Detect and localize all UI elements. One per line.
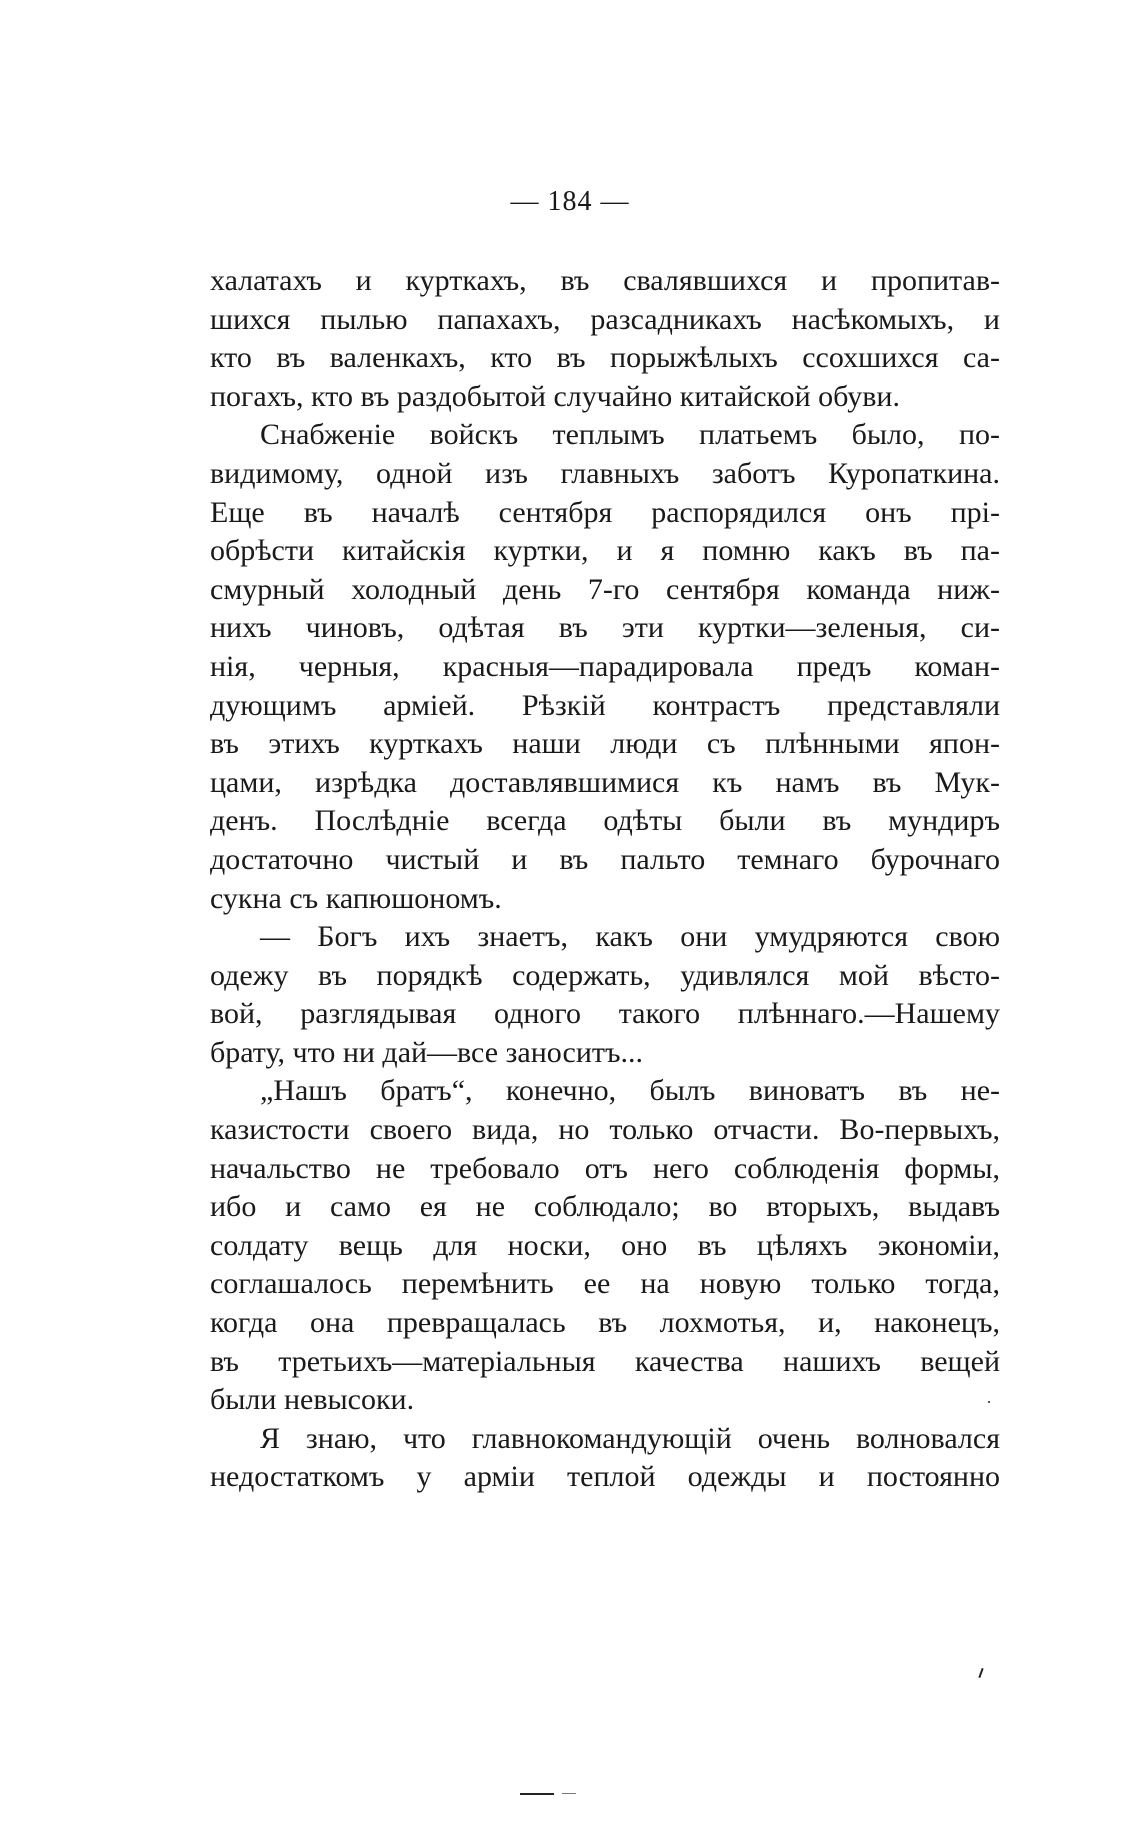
text-line: брату, что ни дай—все заноситъ...	[210, 1035, 644, 1069]
text-line: обрѣсти китайскія куртки, и я помню какъ въ па-	[210, 534, 1000, 568]
text-line: цами, изрѣдка доставлявшимися къ намъ въ Мук-	[210, 765, 1000, 799]
text-line: Еще въ началѣ сентября распорядился онъ прі-	[210, 495, 1000, 529]
paragraph-first-line: Я знаю, что главнокомандующій очень волновался	[260, 1421, 1000, 1455]
text-line: дующимъ арміей. Рѣзкій контрастъ представляли	[210, 688, 1000, 722]
text-line: начальство не требовало отъ него соблюденія формы,	[210, 1151, 1000, 1185]
text-line: вой, разглядывая одного такого плѣннаго.—Нашему	[210, 997, 1000, 1031]
page-number: — 184 —	[510, 186, 630, 217]
text-line: недостаткомъ у арміи теплой одежды и постоянно	[210, 1460, 1000, 1494]
text-line: денъ. Послѣдніе всегда одѣты были въ мундиръ	[210, 804, 1000, 838]
paragraph-first-line: Снабженіе войскъ теплымъ платьемъ было, по-	[260, 418, 1000, 452]
paragraph-first-line: „Нашъ братъ“, конечно, былъ виноватъ въ не-	[260, 1074, 1000, 1108]
paragraph-first-line: — Богъ ихъ знаетъ, какъ они умудряются свою	[260, 920, 1000, 954]
scan-smudge	[562, 1793, 576, 1794]
text-line: халатахъ и курткахъ, въ свалявшихся и пропитав-	[210, 264, 1000, 297]
scan-speck	[978, 1668, 983, 1678]
text-line: казистости своего вида, но только отчасти. Во-первыхъ,	[210, 1113, 1000, 1147]
text-line: ибо и само ея не соблюдало; во вторыхъ, выдавъ	[210, 1190, 1000, 1224]
scan-smudge	[520, 1793, 554, 1795]
text-line: въ третьихъ—матеріальныя качества нашихъ вещей	[210, 1344, 1000, 1378]
text-line: сукна съ капюшономъ.	[210, 881, 502, 915]
text-line: когда она превращалась въ лохмотья, и, наконецъ,	[210, 1306, 1000, 1340]
scan-speck	[988, 1401, 990, 1403]
text-line: одежу въ порядкѣ содержать, удивлялся мой вѣсто-	[210, 958, 1000, 992]
text-line: нія, черныя, красныя—парадировала предъ коман-	[210, 649, 1000, 683]
text-line: солдату вещь для носки, оно въ цѣляхъ экономіи,	[210, 1228, 1000, 1262]
body-text	[210, 262, 1000, 1497]
text-line: нихъ чиновъ, одѣтая въ эти куртки—зеленыя, си-	[210, 611, 1000, 645]
text-line: видимому, одной изъ главныхъ заботъ Куропаткина.	[210, 456, 1000, 490]
text-line: были невысоки.	[210, 1383, 415, 1417]
text-line: смурный холодный день 7-го сентября команда ниж-	[210, 572, 1000, 606]
text-line: шихся пылью папахахъ, разсадникахъ насѣкомыхъ, и	[210, 302, 1000, 336]
text-line: соглашалось перемѣнить ее на новую только тогда,	[210, 1267, 1000, 1301]
text-line: въ этихъ курткахъ наши люди съ плѣнными япон-	[210, 727, 1000, 761]
text-line: достаточно чистый и въ пальто темнаго бурочнаго	[210, 842, 1000, 876]
text-line: кто въ валенкахъ, кто въ порыжѣлыхъ ссохшихся са-	[210, 341, 1000, 375]
text-line: погахъ, кто въ раздобытой случайно китайской обуви.	[210, 379, 900, 413]
